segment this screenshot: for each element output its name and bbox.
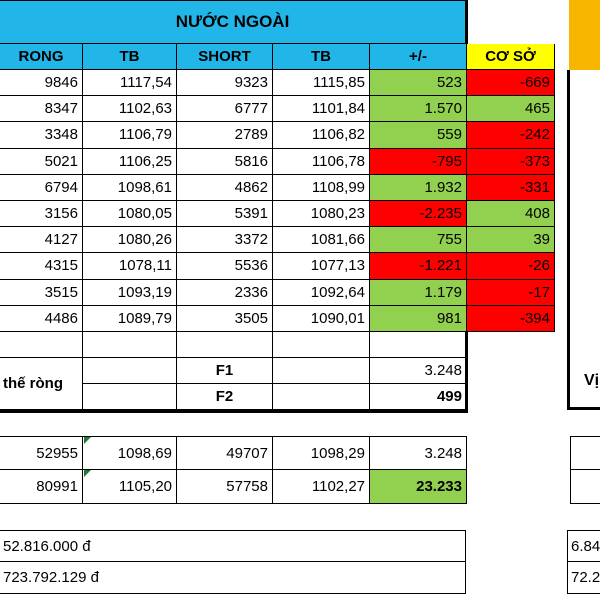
right-total-cell[interactable] (570, 470, 600, 504)
empty-cell[interactable] (370, 332, 467, 358)
header-short-text: SHORT (198, 48, 251, 65)
header-long[interactable] (0, 44, 83, 70)
row-3-tb2[interactable] (273, 122, 370, 148)
row-2-short-text: 6777 (234, 100, 268, 118)
row-8-long[interactable] (0, 253, 83, 279)
row-8-short[interactable] (177, 253, 273, 279)
row-3-long[interactable] (0, 122, 83, 148)
row-2-long-text: 8347 (44, 100, 78, 118)
total-1-tb1[interactable] (83, 436, 177, 470)
row-7-coso-text: 39 (533, 231, 550, 249)
position-label[interactable] (0, 358, 83, 410)
empty-cell[interactable] (273, 358, 370, 384)
total-1-tb2-text: 1098,29 (310, 444, 365, 462)
row-2-coso-text: 465 (524, 100, 550, 118)
row-2-diff-text: 1.570 (424, 100, 462, 118)
row-4-long-text: 5021 (44, 152, 78, 170)
row-2-short[interactable] (177, 96, 273, 122)
row-4-coso-text: -373 (519, 152, 550, 170)
comment-marker (84, 437, 91, 444)
header-tb2[interactable] (273, 44, 370, 70)
row-8-long-text: 4315 (44, 257, 78, 275)
total-2-diff-text: 23.233 (416, 478, 462, 495)
row-7-coso[interactable] (467, 227, 555, 253)
row-5-tb2[interactable] (273, 175, 370, 201)
f1-label[interactable] (177, 358, 273, 384)
row-7-tb2-text: 1081,66 (310, 231, 365, 249)
right-panel-label: Vị (584, 372, 600, 389)
row-6-diff-text: -2.235 (419, 205, 462, 223)
row-5-tb1-text: 1098,61 (117, 178, 172, 196)
table-title[interactable] (0, 0, 466, 44)
row-1-diff[interactable] (370, 70, 467, 96)
row-8-diff-text: -1.221 (419, 257, 462, 275)
row-1-coso[interactable] (467, 70, 555, 96)
row-4-short[interactable] (177, 149, 273, 175)
empty-cell[interactable] (83, 384, 177, 410)
money-row-2-text: 723.792.129 đ (3, 569, 99, 586)
row-2-tb2[interactable] (273, 96, 370, 122)
row-5-coso-text: -331 (519, 178, 550, 196)
row-6-long[interactable] (0, 201, 83, 227)
row-1-long[interactable] (0, 70, 83, 96)
row-6-tb2[interactable] (273, 201, 370, 227)
row-2-long[interactable] (0, 96, 83, 122)
empty-cell[interactable] (83, 358, 177, 384)
row-3-tb1-text: 1106,79 (118, 126, 172, 144)
row-3-coso-text: -242 (519, 126, 550, 144)
row-1-diff-text: 523 (436, 74, 462, 92)
right-money-1-text: 6.84 (571, 537, 600, 555)
row-6-tb1-text: 1080,05 (117, 205, 172, 223)
row-4-tb2-text: 1106,78 (311, 152, 365, 170)
row-7-tb2[interactable] (273, 227, 370, 253)
header-coso-text: CƠ SỞ (485, 48, 536, 65)
header-diff[interactable] (370, 44, 467, 70)
row-10-coso-text: -394 (519, 309, 550, 327)
row-9-tb1-text: 1093,19 (117, 283, 172, 301)
f1-label-text: F1 (215, 362, 234, 379)
f2-value-text: 499 (436, 388, 462, 405)
row-4-long[interactable] (0, 149, 83, 175)
row-5-tb2-text: 1108,99 (311, 178, 365, 196)
total-2-tb1[interactable] (83, 470, 177, 504)
row-8-coso-text: -26 (528, 257, 550, 275)
row-9-tb2-text: 1092,64 (310, 283, 365, 301)
row-5-long[interactable] (0, 175, 83, 201)
row-3-diff-text: 559 (436, 126, 462, 144)
row-8-coso[interactable] (467, 253, 555, 279)
row-7-diff[interactable] (370, 227, 467, 253)
total-2-long[interactable] (0, 470, 83, 504)
row-5-long-text: 6794 (44, 178, 78, 196)
header-tb1[interactable] (83, 44, 177, 70)
header-tb1-text: TB (119, 48, 140, 65)
row-9-diff-text: 1.179 (424, 283, 462, 301)
row-7-short[interactable] (177, 227, 273, 253)
total-2-diff[interactable] (370, 470, 467, 504)
total-1-diff[interactable] (370, 436, 467, 470)
total-2-tb1-text: 1105,20 (118, 478, 172, 495)
table-title-text: NƯỚC NGOÀI (175, 12, 290, 31)
row-4-tb1[interactable] (83, 149, 177, 175)
row-7-long-text: 4127 (44, 231, 78, 249)
row-6-coso[interactable] (467, 201, 555, 227)
comment-marker (84, 470, 91, 477)
row-7-tb1[interactable] (83, 227, 177, 253)
row-3-tb1[interactable] (83, 122, 177, 148)
row-4-tb1-text: 1106,25 (118, 152, 172, 170)
row-6-tb1[interactable] (83, 201, 177, 227)
f1-value-text: 3.248 (424, 362, 462, 379)
row-7-tb1-text: 1080,26 (117, 231, 172, 249)
header-coso[interactable] (467, 44, 555, 70)
row-1-tb1[interactable] (83, 70, 177, 96)
row-10-tb2-text: 1090,01 (310, 309, 365, 327)
row-6-short[interactable] (177, 201, 273, 227)
total-1-short[interactable] (177, 436, 273, 470)
right-money-2-text: 72.2 (571, 569, 600, 586)
row-9-diff[interactable] (370, 280, 467, 306)
row-7-long[interactable] (0, 227, 83, 253)
total-2-long-text: 80991 (36, 478, 78, 495)
row-5-diff-text: 1.932 (424, 178, 462, 196)
total-1-diff-text: 3.248 (424, 444, 462, 462)
row-9-long-text: 3515 (44, 283, 78, 301)
right-money-1[interactable] (567, 530, 600, 562)
total-1-tb1-text: 1098,69 (117, 444, 172, 462)
row-10-diff-text: 981 (436, 309, 462, 327)
row-4-coso[interactable] (467, 149, 555, 175)
row-2-tb1[interactable] (83, 96, 177, 122)
row-5-tb1[interactable] (83, 175, 177, 201)
right-total-cell[interactable] (570, 436, 600, 470)
right-panel-accent (569, 0, 600, 70)
row-3-tb2-text: 1106,82 (311, 126, 365, 144)
header-long-text: RONG (18, 48, 64, 65)
row-9-short[interactable] (177, 280, 273, 306)
position-label-text: thế ròng (3, 375, 63, 392)
row-8-tb2-text: 1077,13 (310, 257, 365, 275)
thick-border-bottom (0, 410, 468, 413)
row-3-long-text: 3348 (44, 126, 78, 144)
header-short[interactable] (177, 44, 273, 70)
row-5-coso[interactable] (467, 175, 555, 201)
row-3-coso[interactable] (467, 122, 555, 148)
row-1-short[interactable] (177, 70, 273, 96)
row-10-tb2[interactable] (273, 306, 370, 332)
row-10-short[interactable] (177, 306, 273, 332)
empty-cell[interactable] (83, 332, 177, 358)
total-2-short-text: 57758 (226, 478, 268, 495)
f2-label[interactable] (177, 384, 273, 410)
row-7-diff-text: 755 (436, 231, 462, 249)
right-panel[interactable] (567, 70, 600, 410)
row-4-tb2[interactable] (273, 149, 370, 175)
empty-cell[interactable] (273, 384, 370, 410)
row-8-short-text: 5536 (234, 257, 268, 275)
row-3-diff[interactable] (370, 122, 467, 148)
row-4-short-text: 5816 (234, 152, 268, 170)
row-9-short-text: 2336 (234, 283, 268, 301)
row-10-long[interactable] (0, 306, 83, 332)
row-1-short-text: 9323 (234, 74, 268, 92)
row-7-short-text: 3372 (234, 231, 268, 249)
total-2-short[interactable] (177, 470, 273, 504)
total-1-tb2[interactable] (273, 436, 370, 470)
row-9-tb2[interactable] (273, 280, 370, 306)
total-1-short-text: 49707 (226, 444, 268, 462)
row-6-tb2-text: 1080,23 (310, 205, 365, 223)
row-3-short-text: 2789 (234, 126, 268, 144)
row-9-long[interactable] (0, 280, 83, 306)
row-8-diff[interactable] (370, 253, 467, 279)
f1-value[interactable] (370, 358, 467, 384)
row-9-tb1[interactable] (83, 280, 177, 306)
row-9-coso[interactable] (467, 280, 555, 306)
row-5-diff[interactable] (370, 175, 467, 201)
row-2-diff[interactable] (370, 96, 467, 122)
row-5-short[interactable] (177, 175, 273, 201)
row-10-coso[interactable] (467, 306, 555, 332)
row-1-tb1-text: 1117,54 (120, 74, 172, 92)
row-1-long-text: 9846 (44, 74, 78, 92)
empty-cell[interactable] (177, 332, 273, 358)
total-2-tb2-text: 1102,27 (311, 478, 365, 495)
money-row-1[interactable] (0, 530, 466, 562)
row-10-diff[interactable] (370, 306, 467, 332)
row-6-coso-text: 408 (524, 205, 550, 223)
row-8-tb1[interactable] (83, 253, 177, 279)
thick-border-right-title (465, 0, 468, 44)
row-6-long-text: 3156 (44, 205, 78, 223)
f2-value[interactable] (370, 384, 467, 410)
row-10-tb1[interactable] (83, 306, 177, 332)
row-2-tb2-text: 1101,84 (311, 100, 365, 118)
row-10-short-text: 3505 (234, 309, 268, 327)
total-1-long[interactable] (0, 436, 83, 470)
money-row-1-text: 52.816.000 đ (3, 537, 91, 555)
row-4-diff[interactable] (370, 149, 467, 175)
total-2-tb2[interactable] (273, 470, 370, 504)
f2-label-text: F2 (215, 388, 234, 405)
row-5-short-text: 4862 (234, 178, 268, 196)
total-1-long-text: 52955 (36, 444, 78, 462)
header-diff-text: +/- (409, 48, 427, 65)
row-9-coso-text: -17 (528, 283, 550, 301)
row-6-short-text: 5391 (234, 205, 268, 223)
header-tb2-text: TB (311, 48, 331, 65)
row-3-short[interactable] (177, 122, 273, 148)
row-10-tb1-text: 1089,79 (117, 309, 172, 327)
row-1-coso-text: -669 (519, 74, 550, 92)
thick-border-right-position (465, 332, 468, 410)
row-6-diff[interactable] (370, 201, 467, 227)
row-2-tb1-text: 1102,63 (118, 100, 172, 118)
right-money-2[interactable] (567, 562, 600, 594)
row-2-coso[interactable] (467, 96, 555, 122)
row-1-tb2[interactable] (273, 70, 370, 96)
row-8-tb2[interactable] (273, 253, 370, 279)
row-10-long-text: 4486 (44, 309, 78, 327)
empty-cell[interactable] (273, 332, 370, 358)
money-row-2[interactable] (0, 562, 466, 594)
row-4-diff-text: -795 (431, 152, 462, 170)
row-1-tb2-text: 1115,85 (313, 74, 365, 92)
empty-cell[interactable] (0, 332, 83, 358)
row-8-tb1-text: 1078,11 (118, 257, 172, 275)
